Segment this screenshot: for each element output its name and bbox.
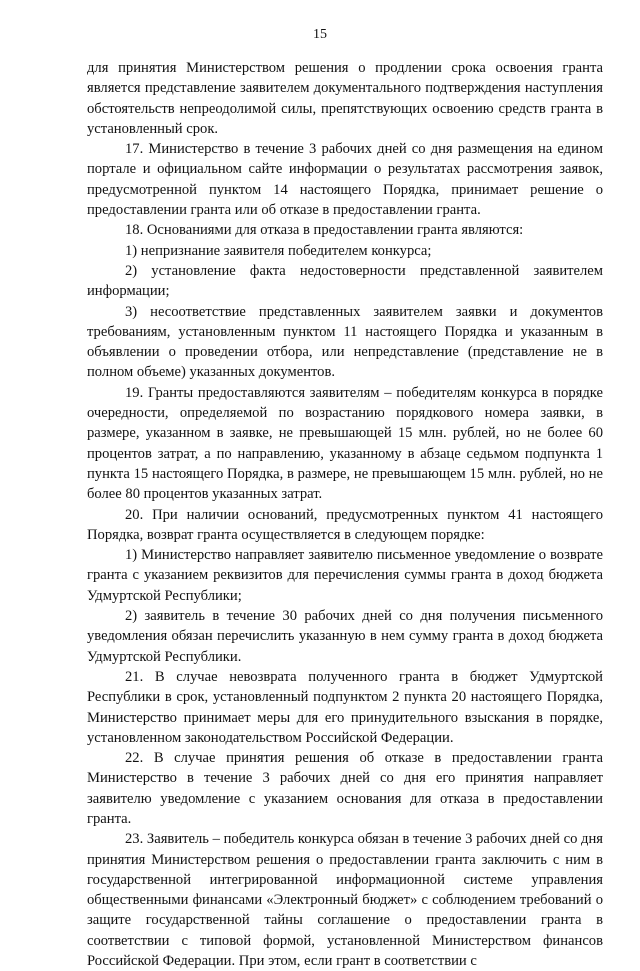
paragraph: 22. В случае принятия решения об отказе в предоставлении гранта Министерство в течение 3 рабочих дней со дня его принятия направляет заявителю уведомление с указанием основания для отказа в предоставлении гранта. xyxy=(87,750,603,827)
paragraph: 17. Министерство в течение 3 рабочих дней со дня размещения на едином портале и официальном сайте информации о результатах рассмотрения заявок, предусмотренной пунктом 14 настоящего Порядка, принимает решение о предоставлении гранта или об отказе в предоставлении гранта. xyxy=(87,141,603,219)
paragraph: 2) установление факта недостоверности представленной заявителем информации; xyxy=(87,262,603,300)
paragraph: 3) несоответствие представленных заявителем заявки и документов требованиям, установленным пунктом 11 настоящего Порядка и указанным в объявлении о проведении отбора, или непредставление (представление не в полном объеме) указанных документов. xyxy=(87,303,603,381)
document-body xyxy=(87,58,603,971)
paragraph: 18. Основаниями для отказа в предоставлении гранта являются: xyxy=(125,222,524,239)
paragraph: 1) Министерство направляет заявителю письменное уведомление о возврате гранта с указанием реквизитов для перечисления суммы гранта в доход бюджета Удмуртской Республики; xyxy=(87,547,603,604)
paragraph: 2) заявитель в течение 30 рабочих дней со дня получения письменного уведомления обязан перечислить указанную в нем сумму гранта в доход бюджета Удмуртской Республики. xyxy=(87,608,603,665)
paragraph: 20. При наличии оснований, предусмотренных пунктом 41 настоящего Порядка, возврат гранта осуществляется в следующем порядке: xyxy=(87,506,603,543)
page-number: 15 xyxy=(313,27,327,42)
paragraph: для принятия Министерством решения о продлении срока освоения гранта является представление заявителем документального подтверждения наступления обстоятельств непреодолимой силы, препятствующих освоению средств гранта в установленный срок. xyxy=(87,60,603,137)
paragraph: 19. Гранты предоставляются заявителям – победителям конкурса в порядке очередности, определяемой по возрастанию порядкового номера заявки, в размере, указанном в заявке, не превышающей 15 млн. рублей, но не более 60 процентов затрат, а по направлению, указанному в абзаце седьмом подпункта 1 пункта 15 настоящего Порядка, в размере, не превышающем 15 млн. рублей, но не более 80 процентов указанных затрат. xyxy=(87,384,603,503)
paragraph: 21. В случае невозврата полученного гранта в бюджет Удмуртской Республики в срок, установленный подпунктом 2 пункта 20 настоящего Порядка, Министерство принимает меры для его принудительного взыскания в порядке, установленном законодательством Российской Федерации. xyxy=(87,668,603,746)
paragraph: 1) непризнание заявителя победителем конкурса; xyxy=(125,242,432,259)
paragraph: 23. Заявитель – победитель конкурса обязан в течение 3 рабочих дней со дня принятия Министерством решения о предоставлении гранта заключить с ним в государственной интегрированной информационной системе управления общественными финансами «Электронный бюджет» с соблюдением требований о защите государственной тайны соглашение о предоставлении гранта в соответствии с типовой формой, установленной Министерством финансов Российской Федерации. При этом, если грант в соответствии с xyxy=(87,831,603,970)
